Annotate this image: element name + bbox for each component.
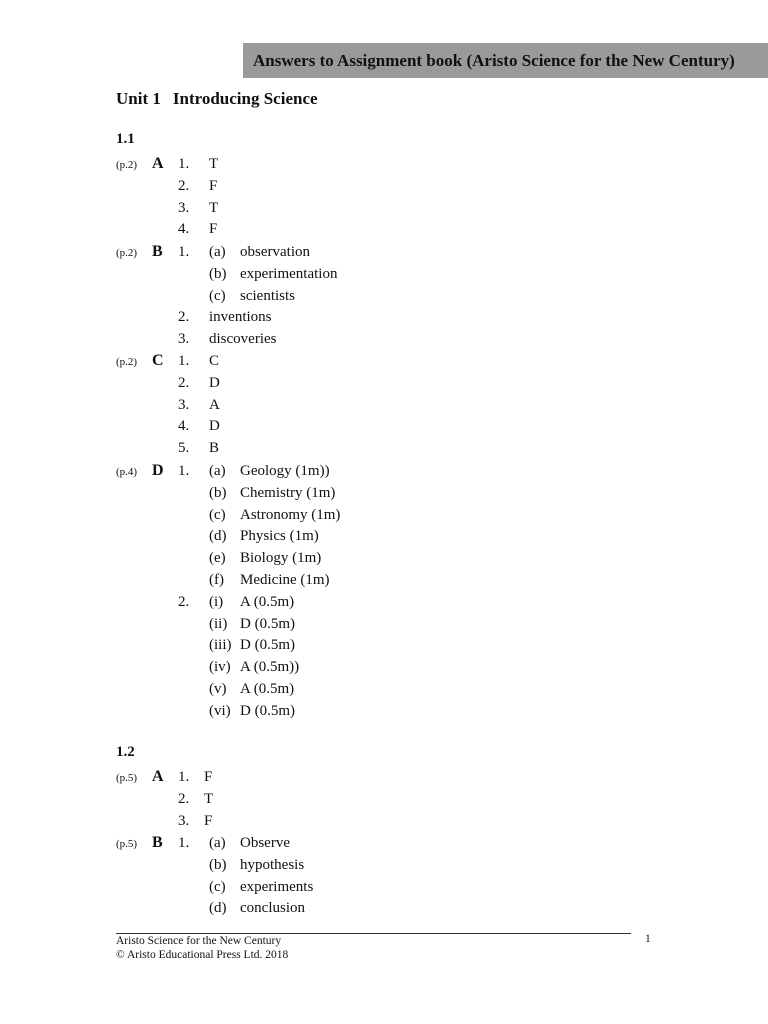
sub-question-label: (d) bbox=[209, 900, 227, 917]
answer-text: D (0.5m) bbox=[240, 615, 295, 632]
answer-text: F bbox=[209, 177, 218, 194]
answer-text: T bbox=[209, 156, 219, 172]
question-number: 4. bbox=[178, 221, 190, 238]
sub-question-label: (e) bbox=[209, 550, 226, 567]
sub-question-label: (a) bbox=[209, 244, 226, 260]
page-reference: (p.5) bbox=[116, 772, 138, 784]
unit-label: Unit 1 bbox=[116, 89, 161, 108]
answer-text: experiments bbox=[240, 878, 314, 895]
answer-text: discoveries bbox=[209, 331, 277, 348]
question-number: 1. bbox=[178, 156, 190, 172]
question-number: 1. bbox=[178, 835, 190, 851]
answer-text: Physics (1m) bbox=[240, 528, 319, 545]
sub-question-label: (d) bbox=[209, 528, 227, 545]
question-number: 2. bbox=[178, 374, 190, 391]
answer-text: experimentation bbox=[240, 265, 338, 282]
header-banner bbox=[243, 43, 768, 78]
sub-question-label: (ii) bbox=[209, 615, 228, 632]
answer-text: A bbox=[209, 396, 220, 413]
sub-question-label: (a) bbox=[209, 835, 226, 851]
sub-question-label: (b) bbox=[209, 856, 227, 873]
banner-title: Answers to Assignment book (Aristo Science for the New Century) bbox=[253, 50, 735, 70]
answer-text: inventions bbox=[209, 309, 272, 326]
sub-question-label: (c) bbox=[209, 506, 226, 523]
unit-name: Introducing Science bbox=[172, 89, 318, 108]
answer-text: T bbox=[209, 199, 219, 216]
question-number: 1. bbox=[178, 769, 190, 785]
answer-text: scientists bbox=[240, 287, 295, 304]
answer-text: Biology (1m) bbox=[240, 550, 322, 567]
sub-question-label: (b) bbox=[209, 265, 227, 282]
question-number: 1. bbox=[178, 244, 190, 260]
part-letter: A bbox=[152, 768, 164, 785]
part-letter: D bbox=[152, 462, 164, 479]
question-number: 3. bbox=[178, 331, 190, 348]
sub-question-label: (a) bbox=[209, 463, 226, 479]
answer-text: A (0.5m)) bbox=[240, 659, 300, 676]
answer-text: A (0.5m) bbox=[240, 681, 295, 697]
footer-publication: Aristo Science for the New Century bbox=[116, 935, 282, 947]
answer-text: F bbox=[204, 812, 213, 829]
answer-text: F bbox=[204, 769, 213, 785]
answer-text: Astronomy (1m) bbox=[240, 506, 341, 523]
answer-text: D bbox=[209, 374, 220, 391]
page-reference: (p.2) bbox=[116, 356, 138, 368]
question-number: 2. bbox=[178, 309, 190, 326]
sub-question-label: (c) bbox=[209, 287, 226, 304]
sub-question-label: (v) bbox=[209, 681, 227, 697]
sub-question-label: (f) bbox=[209, 572, 224, 588]
question-number: 3. bbox=[178, 396, 190, 413]
section-heading: 1.2 bbox=[116, 744, 135, 760]
answer-text: Medicine (1m) bbox=[240, 572, 330, 588]
page-reference: (p.2) bbox=[116, 247, 138, 259]
question-number: 2. bbox=[178, 593, 190, 610]
footer-copyright: © Aristo Educational Press Ltd. 2018 bbox=[116, 949, 289, 961]
answer-text: T bbox=[204, 790, 214, 807]
answer-text: conclusion bbox=[240, 900, 305, 917]
part-letter: B bbox=[152, 834, 163, 851]
question-number: 1. bbox=[178, 463, 190, 479]
part-letter: A bbox=[152, 155, 164, 172]
footer-divider bbox=[116, 933, 631, 934]
answer-text: hypothesis bbox=[240, 856, 305, 873]
answer-text: observation bbox=[240, 244, 310, 260]
question-number: 2. bbox=[178, 177, 190, 194]
sub-question-label: (vi) bbox=[209, 702, 231, 719]
page-number: 1 bbox=[645, 933, 651, 945]
answer-text: B bbox=[209, 440, 220, 457]
part-letter: C bbox=[152, 352, 164, 369]
answer-text: D (0.5m) bbox=[240, 702, 295, 719]
page-reference: (p.4) bbox=[116, 466, 138, 478]
sub-question-label: (iii) bbox=[209, 637, 232, 654]
answer-text: C bbox=[209, 353, 220, 369]
answer-text: D bbox=[209, 418, 220, 435]
answer-text: Geology (1m)) bbox=[240, 463, 330, 479]
answer-text: Chemistry (1m) bbox=[240, 484, 336, 501]
question-number: 3. bbox=[178, 812, 190, 829]
question-number: 3. bbox=[178, 199, 190, 216]
question-number: 5. bbox=[178, 440, 190, 457]
unit-title bbox=[116, 89, 318, 109]
page-reference: (p.2) bbox=[116, 159, 138, 171]
answer-text: F bbox=[209, 221, 218, 238]
sub-question-label: (iv) bbox=[209, 659, 231, 676]
answer-text: A (0.5m) bbox=[240, 593, 295, 610]
sub-question-label: (b) bbox=[209, 484, 227, 501]
section-heading: 1.1 bbox=[116, 131, 135, 147]
page-reference: (p.5) bbox=[116, 838, 138, 850]
answer-text: Observe bbox=[240, 835, 290, 851]
question-number: 1. bbox=[178, 353, 190, 369]
sub-question-label: (i) bbox=[209, 593, 224, 610]
sub-question-label: (c) bbox=[209, 878, 226, 895]
part-letter: B bbox=[152, 243, 163, 260]
answer-text: D (0.5m) bbox=[240, 637, 295, 654]
question-number: 2. bbox=[178, 790, 190, 807]
question-number: 4. bbox=[178, 418, 190, 435]
